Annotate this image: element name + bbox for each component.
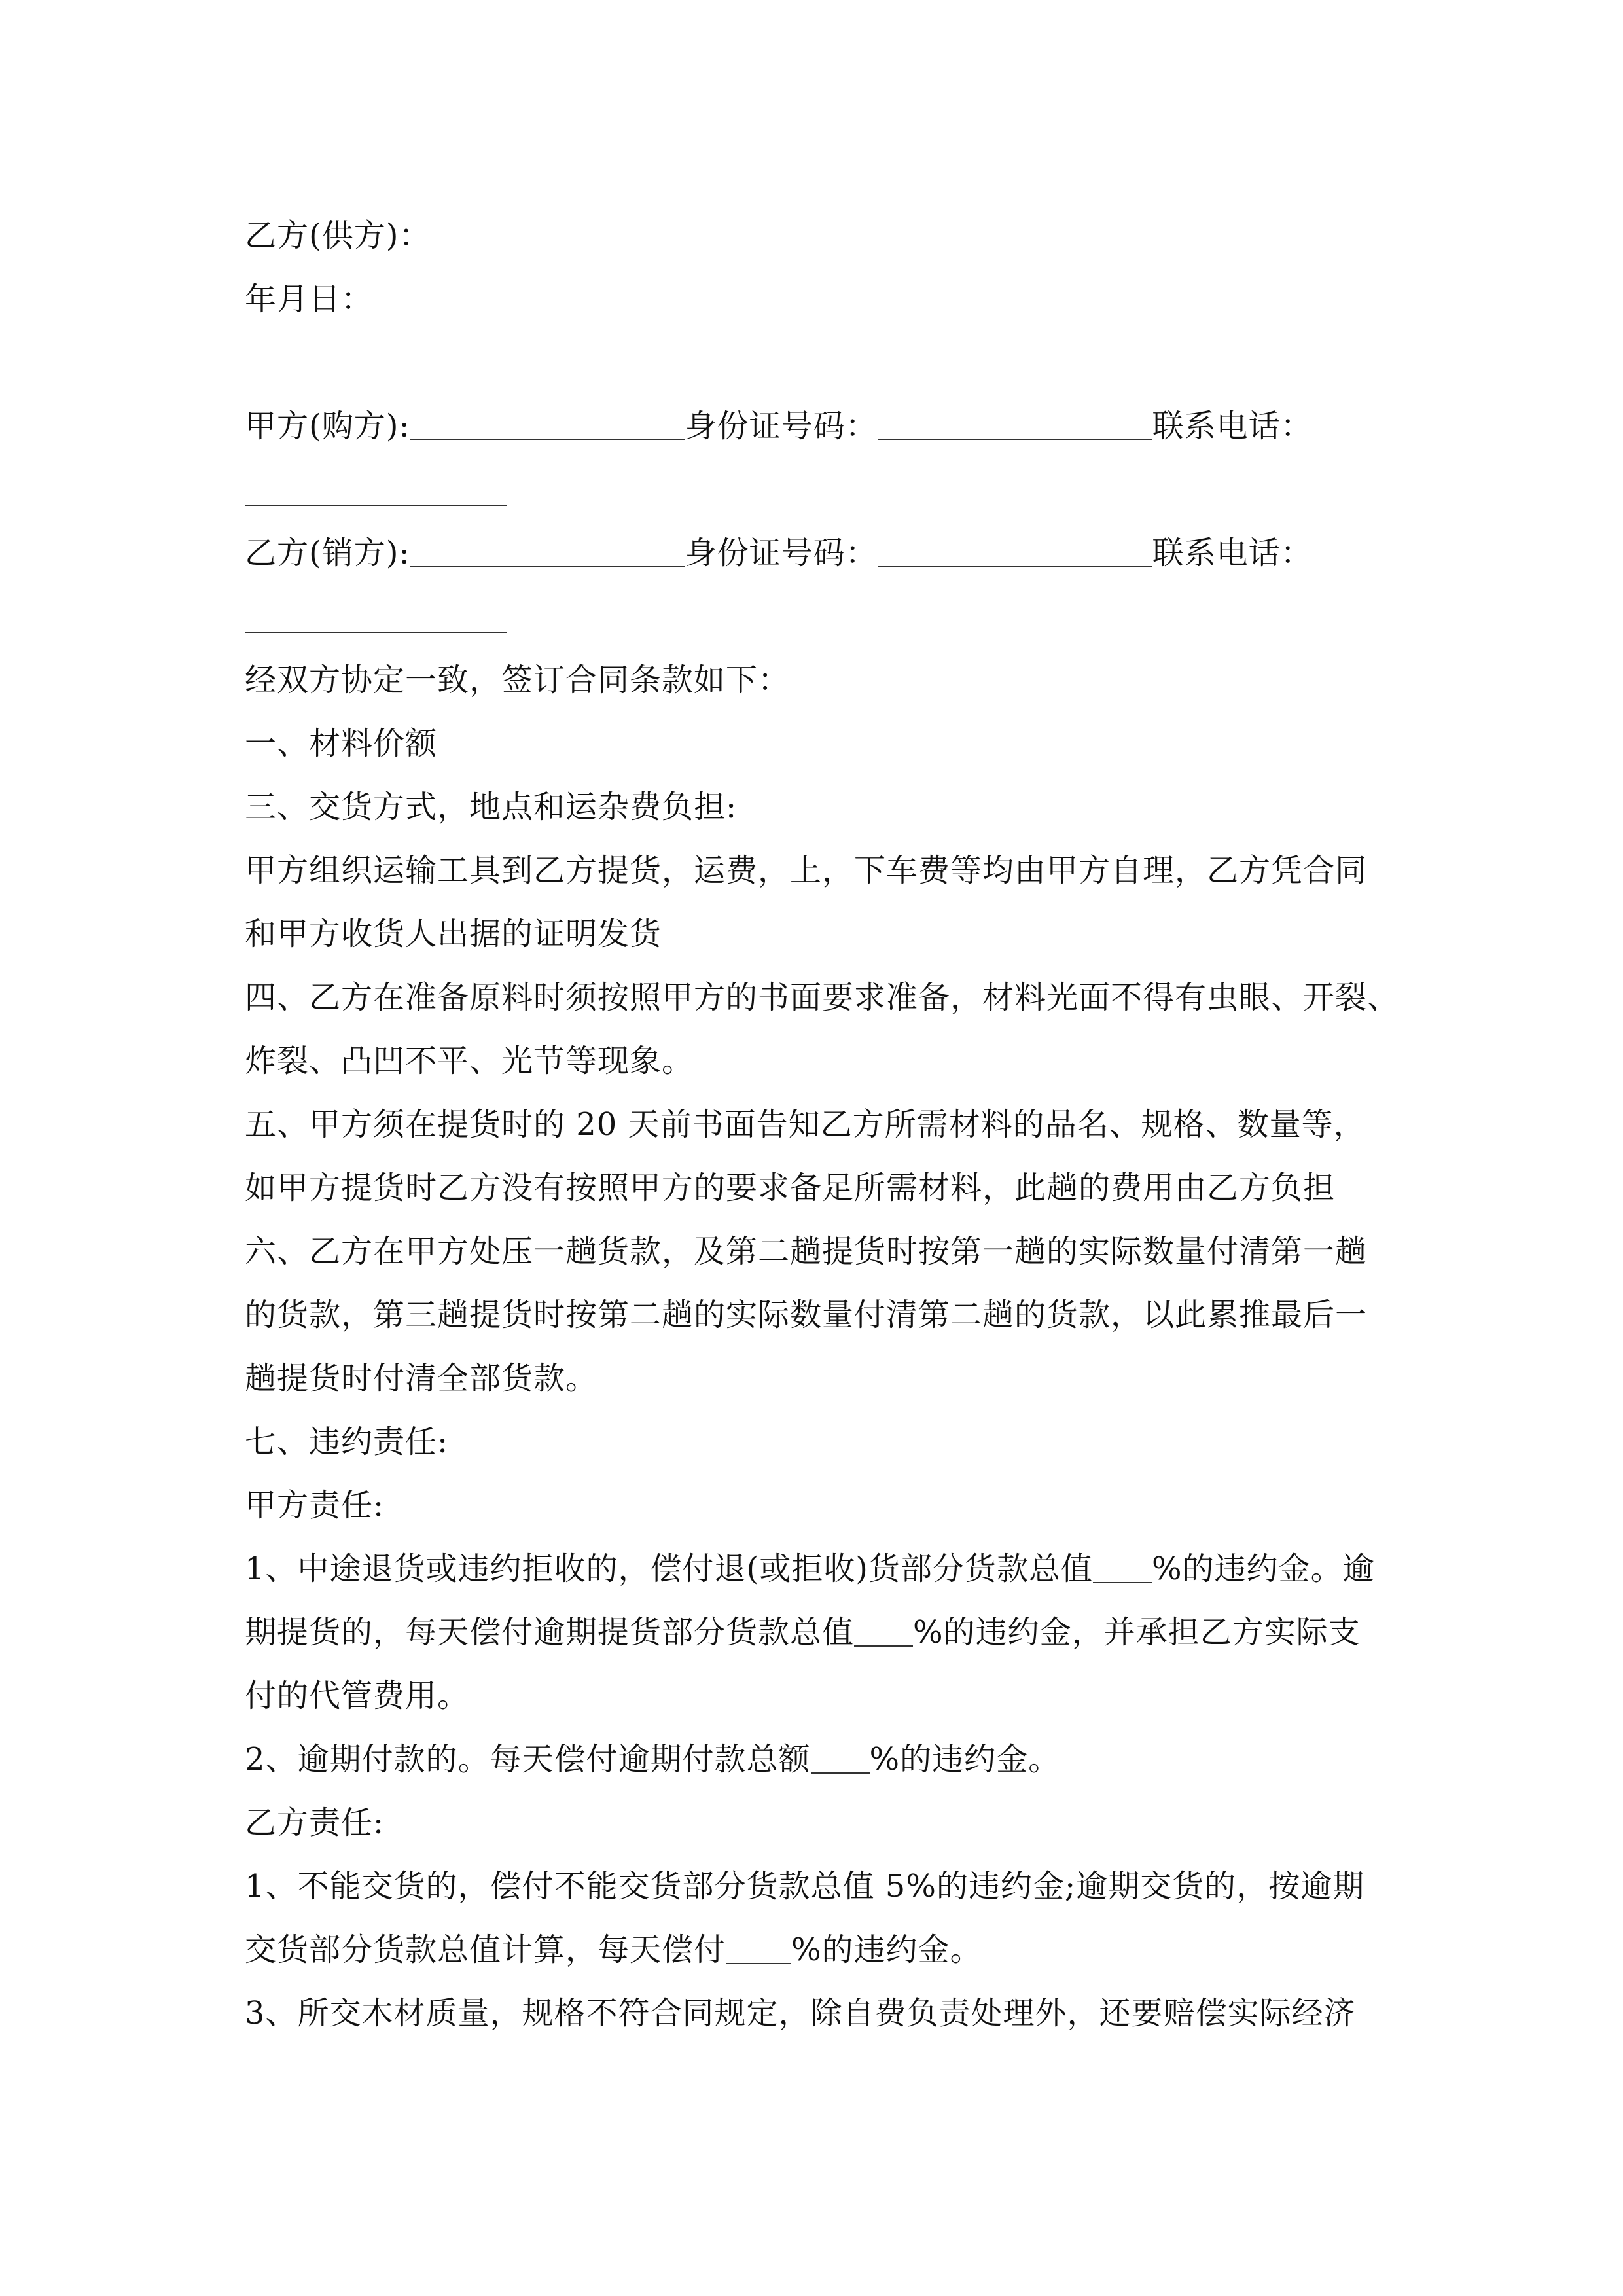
section-5-text: 五、甲方须在提货时的 20 天前书面告知乙方所需材料的品名、规格、数量等， [245, 1106, 1366, 1143]
clause-text: %的违约金。 [791, 1931, 982, 1968]
section-3-text: 甲方组织运输工具到乙方提货，运费，上，下车费等均由甲方自理，乙方凭合同 [245, 852, 1368, 889]
percent-blank [811, 1746, 870, 1774]
contract-body [245, 204, 1400, 2045]
section-5-text: 如甲方提货时乙方没有按照甲方的要求备足所需材料，此趟的费用由乙方负担 [245, 1170, 1336, 1206]
section-6-text: 六、乙方在甲方处压一趟货款，及第二趟提货时按第一趟的实际数量付清第一趟 [245, 1233, 1368, 1270]
party-a-name-blank [410, 413, 685, 440]
intro-line: 经双方协定一致，签订合同条款如下： [245, 662, 791, 698]
party-a-phone-blank [245, 458, 507, 522]
party-b-phone-blank [245, 585, 507, 649]
party-a-clause-2 [245, 1728, 1383, 1791]
party-b-supplier-line: 乙方(供方)： [245, 217, 431, 254]
party-b-clause-1: 1、不能交货的，偿付不能交货部分货款总值 5%的违约金;逾期交货的，按逾期 [245, 1868, 1365, 1905]
party-a-clause-1 [245, 1601, 1383, 1664]
party-a-id-label: 身份证号码： [685, 408, 878, 444]
party-b-id-label: 身份证号码： [685, 535, 878, 571]
percent-blank [726, 1937, 791, 1964]
party-a-clause-1: 付的代管费用。 [245, 1677, 470, 1714]
section-7-heading: 七、违约责任: [245, 1424, 449, 1460]
clause-text: 2、逾期付款的。每天偿付逾期付款总额 [245, 1741, 811, 1778]
section-3-text: 和甲方收货人出据的证明发货 [245, 916, 662, 952]
party-b-label: 乙方(销方): [245, 535, 410, 571]
percent-blank [1093, 1556, 1152, 1583]
clause-text: 1、中途退货或违约拒收的，偿付退(或拒收)货部分货款总值 [245, 1551, 1093, 1587]
party-b-clause-3: 3、所交木材质量，规格不符合同规定，除自费负责处理外，还要赔偿实际经济 [245, 1995, 1356, 2032]
party-b-phone-label: 联系电话： [1152, 535, 1313, 571]
party-b-clause-1 [245, 1918, 1383, 1982]
section-3-heading: 三、交货方式，地点和运杂费负担: [245, 789, 738, 825]
party-a-id-blank [878, 413, 1152, 440]
clause-text: 期提货的，每天偿付逾期提货部分货款总值 [245, 1614, 855, 1651]
section-6-text: 趟提货时付清全部货款。 [245, 1360, 598, 1397]
clause-text: %的违约金。逾 [1152, 1551, 1375, 1587]
party-a-label: 甲方(购方): [245, 408, 410, 444]
party-b-info-line [245, 522, 1383, 585]
party-a-phone-label: 联系电话： [1152, 408, 1313, 444]
party-b-responsibility-heading: 乙方责任: [245, 1804, 385, 1841]
section-6-text: 的货款，第三趟提货时按第二趟的实际数量付清第二趟的货款，以此累推最后一 [245, 1297, 1368, 1333]
section-4-text: 四、乙方在准备原料时须按照甲方的书面要求准备，材料光面不得有虫眼、开裂、 [245, 979, 1400, 1016]
section-1-heading: 一、材料价额 [245, 725, 438, 762]
spacer [245, 331, 1383, 395]
clause-text: %的违约金。 [869, 1741, 1061, 1778]
section-4-text: 炸裂、凸凹不平、光节等现象。 [245, 1043, 694, 1079]
party-b-id-blank [878, 540, 1152, 567]
party-b-name-blank [410, 540, 685, 567]
percent-blank [854, 1619, 913, 1647]
clause-text: 交货部分货款总值计算，每天偿付 [245, 1931, 726, 1968]
party-a-clause-1 [245, 1537, 1383, 1601]
date-line: 年月日： [245, 281, 374, 317]
party-a-responsibility-heading: 甲方责任: [245, 1487, 385, 1524]
party-a-info-line [245, 395, 1383, 458]
clause-text: %的违约金，并承担乙方实际支 [913, 1614, 1361, 1651]
